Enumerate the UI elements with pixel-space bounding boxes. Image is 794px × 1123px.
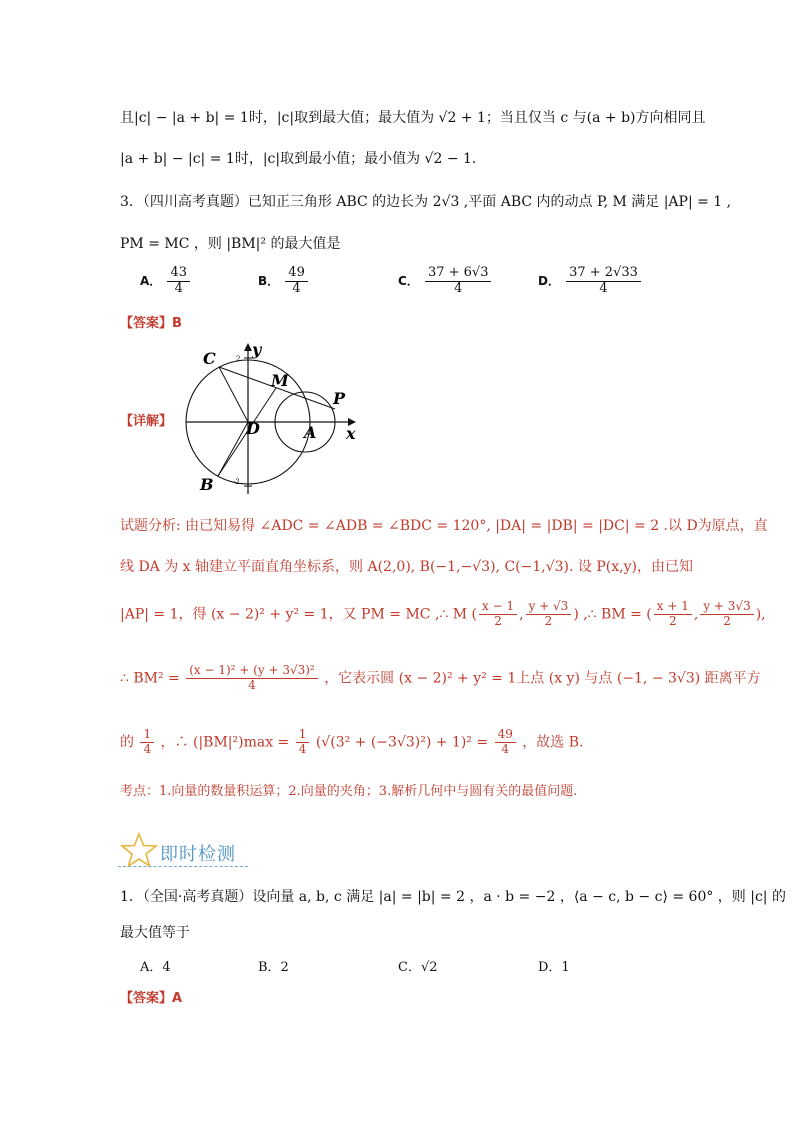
detail-label: 【详解】 xyxy=(120,414,173,429)
q1-option-d: D．1 xyxy=(538,960,570,975)
analysis-text: ,∴ BM = xyxy=(583,606,642,623)
answer-label: 【答案】 xyxy=(120,991,173,1006)
q1-stem-line2: 最大值等于 xyxy=(120,925,190,941)
option-den: 4 xyxy=(174,280,183,296)
option-label: A． xyxy=(140,273,162,288)
analysis-text: ，它表示圆 (x − 2)² + y² = 1上点 (x y) 与点 (−1, − 3√3) 距离平方 xyxy=(324,670,761,687)
analysis-line-2: 线 DA 为 x 轴建立平面直角坐标系，则 A(2,0), B(−1,−√3), C(−1,√3). 设 P(x,y)，由已知 xyxy=(120,559,693,575)
frac-num: y + 3√3 xyxy=(700,600,753,615)
frac-den: 2 xyxy=(544,613,553,628)
point-label-b: B xyxy=(200,475,214,494)
point-label-c: C xyxy=(203,349,216,368)
point-label-a: A xyxy=(304,423,317,442)
analysis-line-4 xyxy=(120,664,761,693)
star-icon xyxy=(120,832,158,868)
q3-stem-line1: 3．（四川高考真题）已知正三角形 ABC 的边长为 2√3 ,平面 ABC 内的动点 P, M 满足 |AP| = 1 , xyxy=(120,194,732,210)
answer-value: A xyxy=(172,991,183,1006)
frac-num: 1 xyxy=(140,728,154,743)
analysis-line-1: 试题分析: 由已知易得 ∠ADC = ∠ADB = ∠BDC = 120°, |DA| = |DB| = |DC| = 2 .以 D为原点，直 xyxy=(120,518,768,534)
section-title: 即时检测 xyxy=(160,844,236,865)
frac-den: 4 xyxy=(248,677,256,692)
frac-den: 4 xyxy=(501,741,510,756)
frac-num: x − 1 xyxy=(479,600,517,615)
kaodian: 考点：1.向量的数量积运算；2.向量的夹角；3.解析几何中与圆有关的最值问题. xyxy=(120,784,578,799)
analysis-text: ∴ BM² = xyxy=(120,670,180,687)
frac-num: (x − 1)² + (y + 3√3)² xyxy=(186,664,318,679)
option-label: B． xyxy=(258,273,280,288)
analysis-text: (√(3² + (−3√3)²) + 1)² = xyxy=(315,734,489,751)
frac-den: 2 xyxy=(669,613,677,628)
tick-label-2: 2 xyxy=(236,355,241,363)
axis-label-x: x xyxy=(346,424,356,443)
q1-option-a: A．4 xyxy=(140,960,171,975)
frac-num: x + 1 xyxy=(654,600,692,615)
axis-label-y: y xyxy=(252,340,262,359)
text-line-2: |a + b| − |c| = 1时，|c|取到最小值；最小值为 √2 − 1. xyxy=(120,151,477,167)
analysis-text: ，∴ (|BM|²)max = xyxy=(160,734,290,751)
q1-option-c: C．√2 xyxy=(398,960,438,975)
point-label-d: D xyxy=(246,419,260,438)
point-label-m: M xyxy=(271,371,289,390)
option-num: 37 + 2√33 xyxy=(566,266,641,282)
frac-num: 49 xyxy=(495,728,516,743)
q1-answer xyxy=(120,987,182,1006)
frac-num: y + √3 xyxy=(526,600,572,615)
text-line-1: 且|c| − |a + b| = 1时，|c|取到最大值；最大值为 √2 + 1；当且仅当 c 与(a + b)方向相同且 xyxy=(120,110,706,126)
section-divider xyxy=(118,866,248,867)
analysis-line-3: |AP| = 1，得 (x − 2)² + y² = 1，又 PM = MC ,∴ M ( $\frac{x - 1}{2}$ , $\frac{y + √3}{2}$ ) ,∴ BM = ( $\frac{x + 1}{2}$ , $\frac{y + 3√3}{2}$ ), xyxy=(120,599,766,628)
answer-label: 【答案】 xyxy=(120,316,173,331)
q3-option-a xyxy=(140,266,192,297)
option-num: 43 xyxy=(167,266,190,282)
geometry-figure xyxy=(180,338,366,498)
option-den: 4 xyxy=(292,280,301,296)
option-den: 4 xyxy=(454,280,463,296)
q1-option-b: B．2 xyxy=(258,960,289,975)
q3-option-b xyxy=(258,266,310,297)
answer-value: B xyxy=(172,316,182,331)
option-num: 49 xyxy=(285,266,308,282)
frac-den: 2 xyxy=(723,613,731,628)
q3-stem-line2: PM = MC ，则 |BM|² 的最大值是 xyxy=(120,236,341,252)
option-den: 4 xyxy=(599,280,608,296)
option-label: D． xyxy=(538,273,560,288)
q1-stem-line1: 1．（全国·高考真题）设向量 a, b, c 满足 |a| = |b| = 2 ，a · b = −2 ，⟨a − c, b − c⟩ = 60° ，则 |c| 的 xyxy=(120,889,786,905)
analysis-text: |AP| = 1，得 (x − 2)² + y² = 1，又 PM = MC ,∴ M xyxy=(120,606,468,623)
frac-den: 2 xyxy=(494,613,502,628)
q3-answer xyxy=(120,312,182,331)
option-num: 37 + 6√3 xyxy=(425,266,492,282)
q3-option-d xyxy=(538,266,643,297)
analysis-text: ，故选 B. xyxy=(522,734,584,751)
point-label-p: P xyxy=(333,389,346,408)
analysis-text: 的 xyxy=(120,734,134,751)
q3-option-c xyxy=(398,266,493,297)
option-label: C． xyxy=(398,273,419,288)
frac-den: 4 xyxy=(143,741,152,756)
analysis-line-5: 的 $\frac{1}{4}$ ，∴ (|BM|²)max = $\frac{1}{4}$ (√(3² + (−3√3)²) + 1)² = $\frac{49}{4}$ ，故选 B. xyxy=(120,727,584,756)
tick-label-neg2: -2 xyxy=(233,478,240,486)
